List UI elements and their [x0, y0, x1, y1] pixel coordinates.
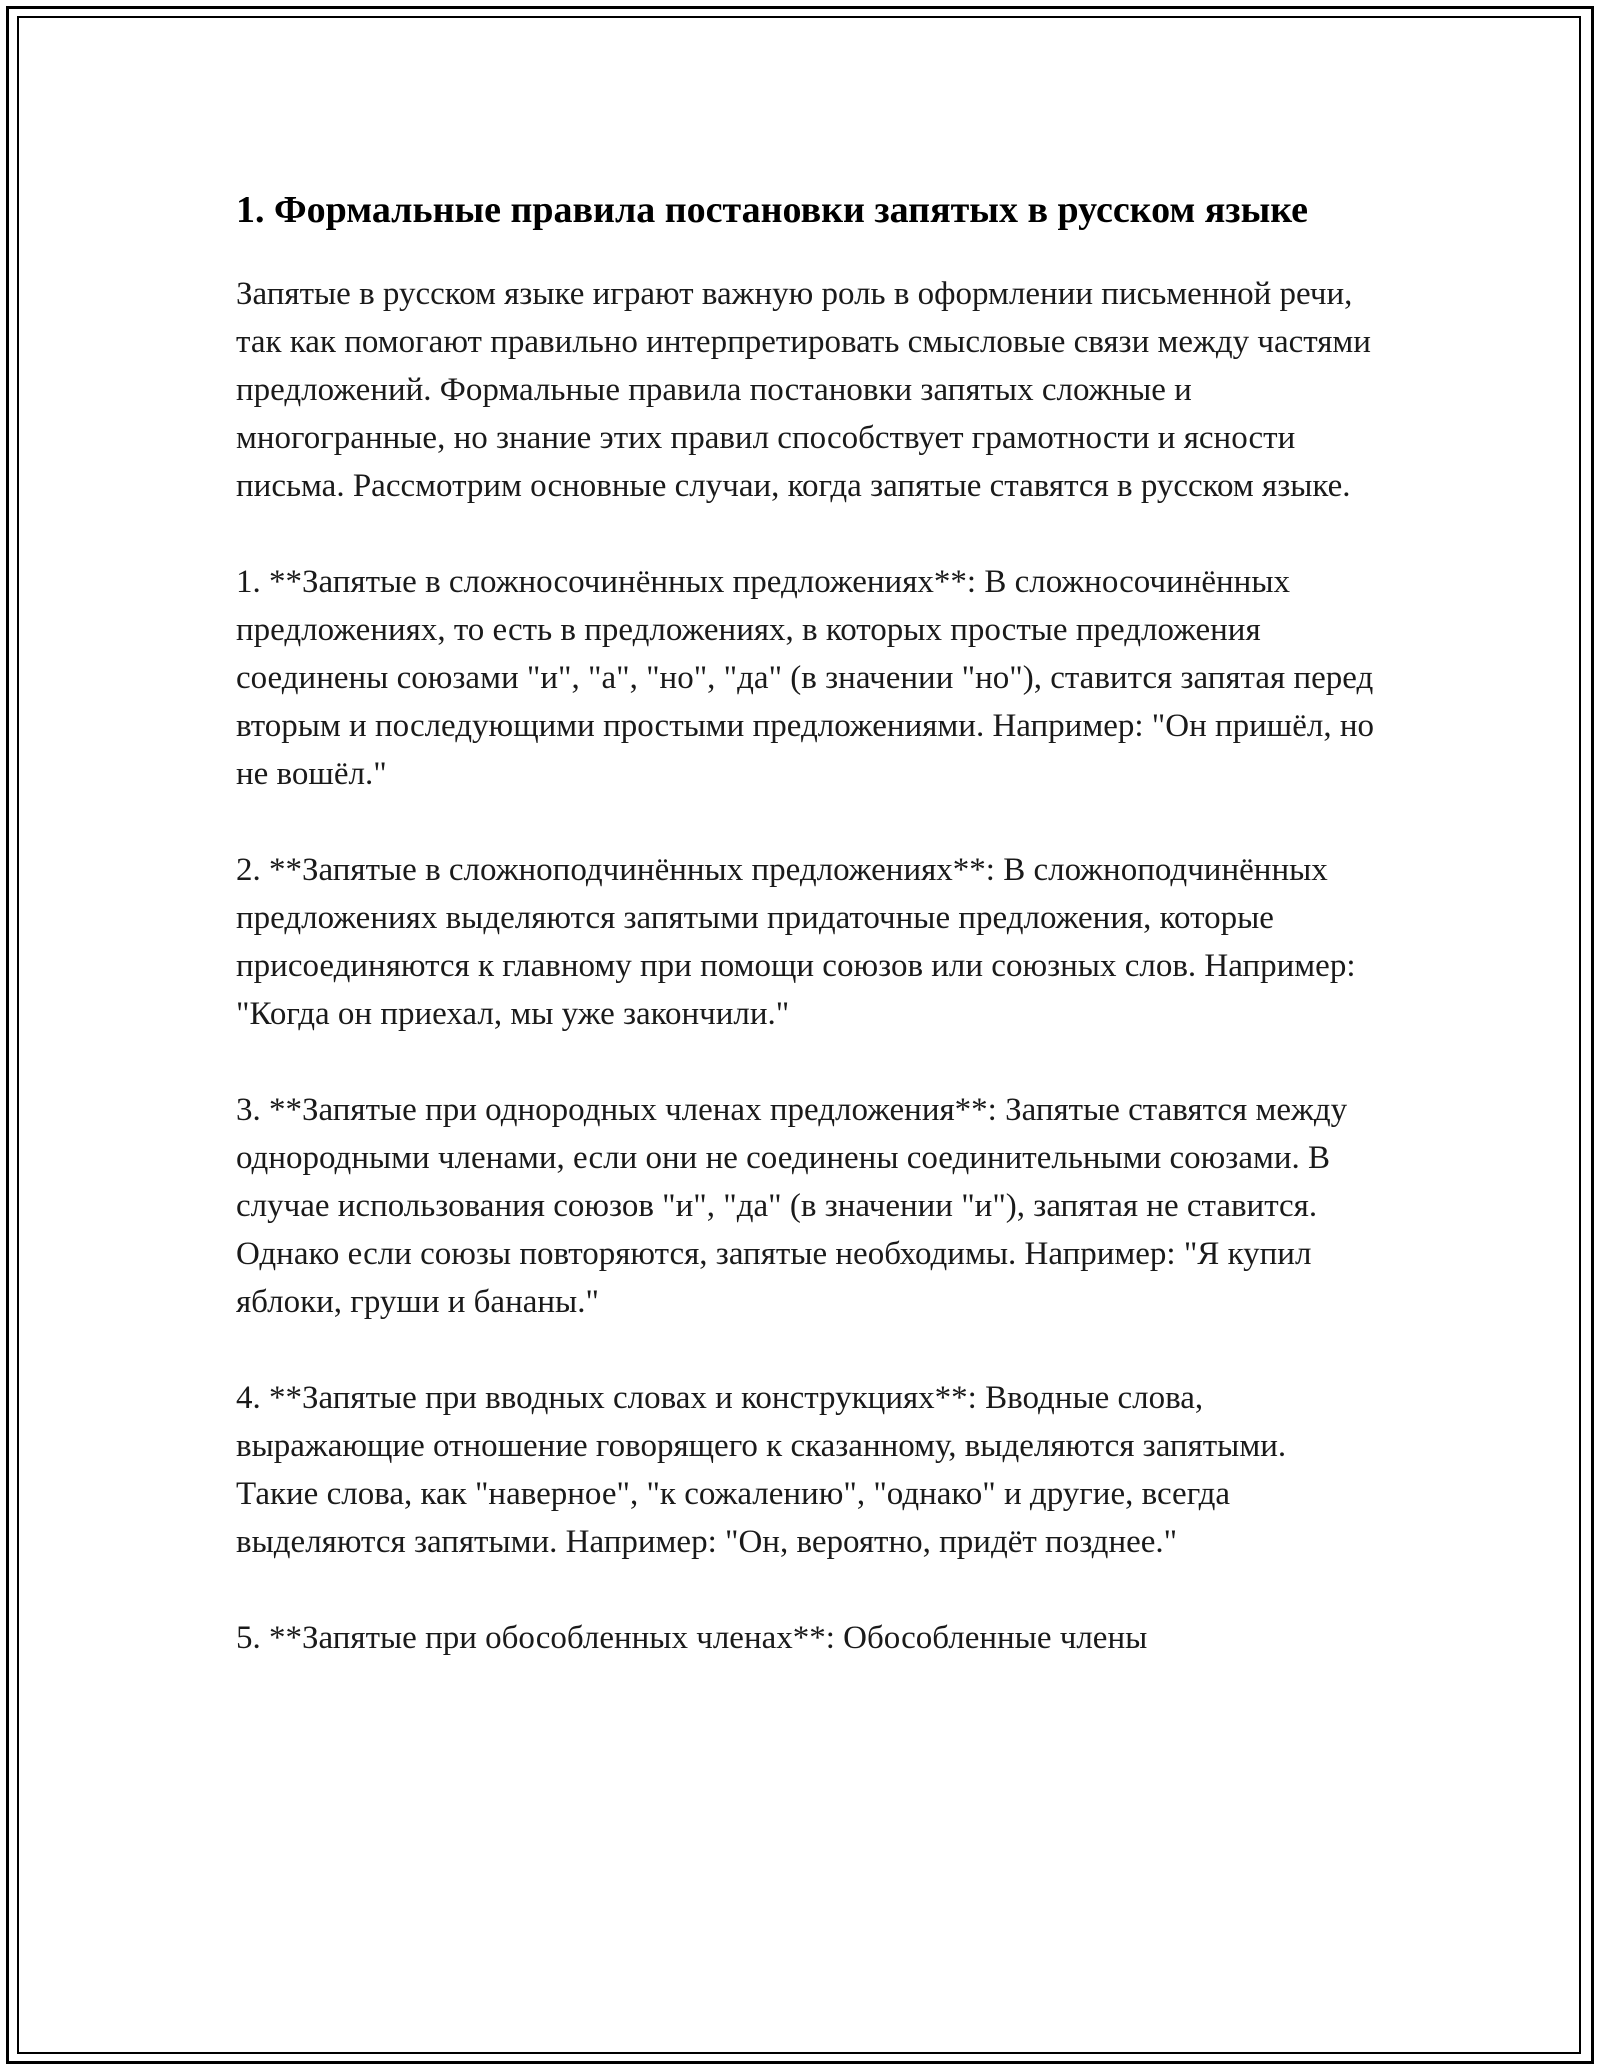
paragraph-gap [236, 510, 1376, 558]
document-title: 1. Формальные правила постановки запятых в русском языке [236, 189, 1309, 231]
rule-item-5: 5. **Запятые при обособленных членах**: Обособленные члены [236, 1620, 1148, 1656]
paragraph-gap [236, 1326, 1376, 1374]
document-body [236, 182, 1383, 1662]
rule-item-3: 3. **Запятые при однородных членах предложения**: Запятые ставятся между однородными членами, если они не соединены соединительными союзами. В случае использования союзов "и", "да" (в значении "и"), запятая не ставится. Однако если союзы повторяются, запятые необходимы. Например: "Я купил яблоки, груши и бананы." [236, 1092, 1356, 1320]
paragraph-gap [236, 1566, 1376, 1614]
rule-item-2: 2. **Запятые в сложноподчинённых предложениях**: В сложноподчинённых предложениях выделяются запятыми придаточные предложения, которые присоединяются к главному при помощи союзов или союзных слов. Например: "Когда он приехал, мы уже закончили." [236, 852, 1364, 1032]
paragraph-gap [236, 798, 1376, 846]
paragraph-gap [236, 1038, 1376, 1086]
intro-paragraph: Запятые в русском языке играют важную роль в оформлении письменной речи, так как помогают правильно интерпретировать смысловые связи между частями предложений. Формальные правила постановки запятых сложные и многогранные, но знание этих правил способствует грамотности и ясности письма. Рассмотрим основные случаи, когда запятые ставятся в русском языке. [236, 276, 1380, 504]
rule-item-1: 1. **Запятые в сложносочинённых предложениях**: В сложносочинённых предложениях, то есть в предложениях, в которых простые предложения соединены союзами "и", "а", "но", "да" (в значении "но"), ставится запятая перед вторым и последующими простыми предложениями. Например: "Он пришёл, но не вошёл." [236, 564, 1383, 792]
rule-item-4: 4. **Запятые при вводных словах и конструкциях**: Вводные слова, выражающие отношение говорящего к сказанному, выделяются запятыми. Такие слова, как "наверное", "к сожалению", "однако" и другие, всегда выделяются запятыми. Например: "Он, вероятно, придёт позднее." [236, 1380, 1295, 1560]
